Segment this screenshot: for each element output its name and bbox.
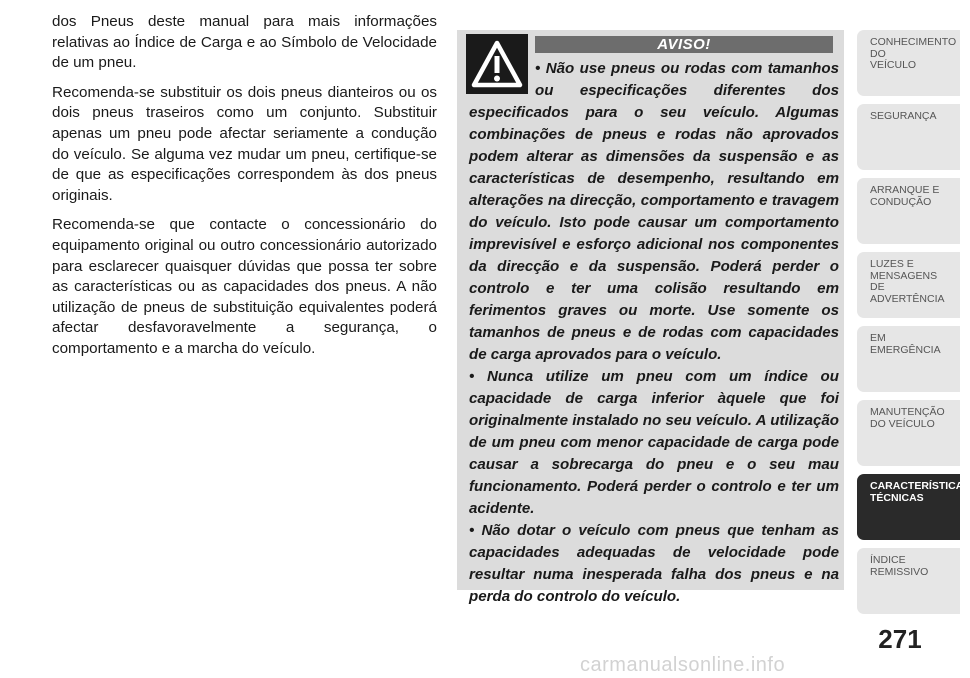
chapter-tabs [857,30,970,622]
tab-conhecimento-do-veiculo[interactable]: CONHECIMENTO DO VEÍCULO [857,30,960,96]
tab-caracteristicas-tecnicas[interactable]: CARACTERÍSTICAS TÉCNICAS [857,474,960,540]
watermark: carmanualsonline.info [580,654,786,676]
tab-arranque-e-conducao[interactable]: ARRANQUE E CONDUÇÃO [857,178,960,244]
body-paragraph: Recomenda-se que contacte o concessionário do equipamento original ou outro concessionário autorizado para esclarecer quaisquer dúvidas que possa ter sobre as características ou as capacidades dos pneus. A não utilização de pneus de substituição equivalentes poderá afectar desfavoravelmente a segurança, o comportamento e a marcha do veículo. [52,216,437,357]
body-text [52,12,437,369]
body-paragraph: dos Pneus deste manual para mais informações relativas ao Índice de Carga e ao Símbolo de Velocidade de um pneu. [52,13,437,72]
tab-seguranca[interactable]: SEGURANÇA [857,104,960,170]
warning-text [469,58,839,608]
tab-indice-remissivo[interactable]: ÍNDICE REMISSIVO [857,548,960,614]
warning-item: • Nunca utilize um pneu com um índice ou capacidade de carga inferior àquele que foi originalmente instalado no seu veículo. A utilização de um pneu com menor capacidade de carga pode causar a sobrecarga do pneu e o seu mau funcionamento. Poderá perder o controlo e ter um acidente. [469,368,839,517]
warning-box [457,30,844,605]
body-paragraph: Recomenda-se substituir os dois pneus dianteiros ou os dois pneus traseiros como um conjunto. Substituir apenas um pneu pode afectar seriamente a condução do veículo. Se alguma vez mudar um pneu, certifique-se de que as especificações correspondem às dos pneus originais. [52,83,437,204]
tab-manutencao-do-veiculo[interactable]: MANUTENÇÃO DO VEÍCULO [857,400,960,466]
warning-title: AVISO! [535,36,833,53]
page-number: 271 [878,624,922,654]
warning-item: • Não dotar o veículo com pneus que tenham as capacidades adequadas de velocidade pode resultar numa inesperada falha dos pneus e na perda do controlo do veículo. [469,522,839,605]
tab-luzes-e-mensagens[interactable]: LUZES E MENSAGENS DE ADVERTÊNCIA [857,252,960,318]
tab-em-emergencia[interactable]: EM EMERGÊNCIA [857,326,960,392]
warning-item: • Não use pneus ou rodas com tamanhos ou especificações diferentes dos especificados para o seu veículo. Algumas combinações de pneus e rodas não aprovados podem alterar as dimensões da suspensão e as características de desempenho, resultando em alterações na direcção, comportamento e travagem do veículo. Isto pode causar um comportamento imprevisível e esforço adicional nos componentes da direcção e da suspensão. Poderá perder o controlo e ter uma colisão resultando em ferimentos graves ou morte. Use somente os tamanhos de pneus e de rodas com capacidades de carga aprovados para o veículo. [469,60,839,363]
